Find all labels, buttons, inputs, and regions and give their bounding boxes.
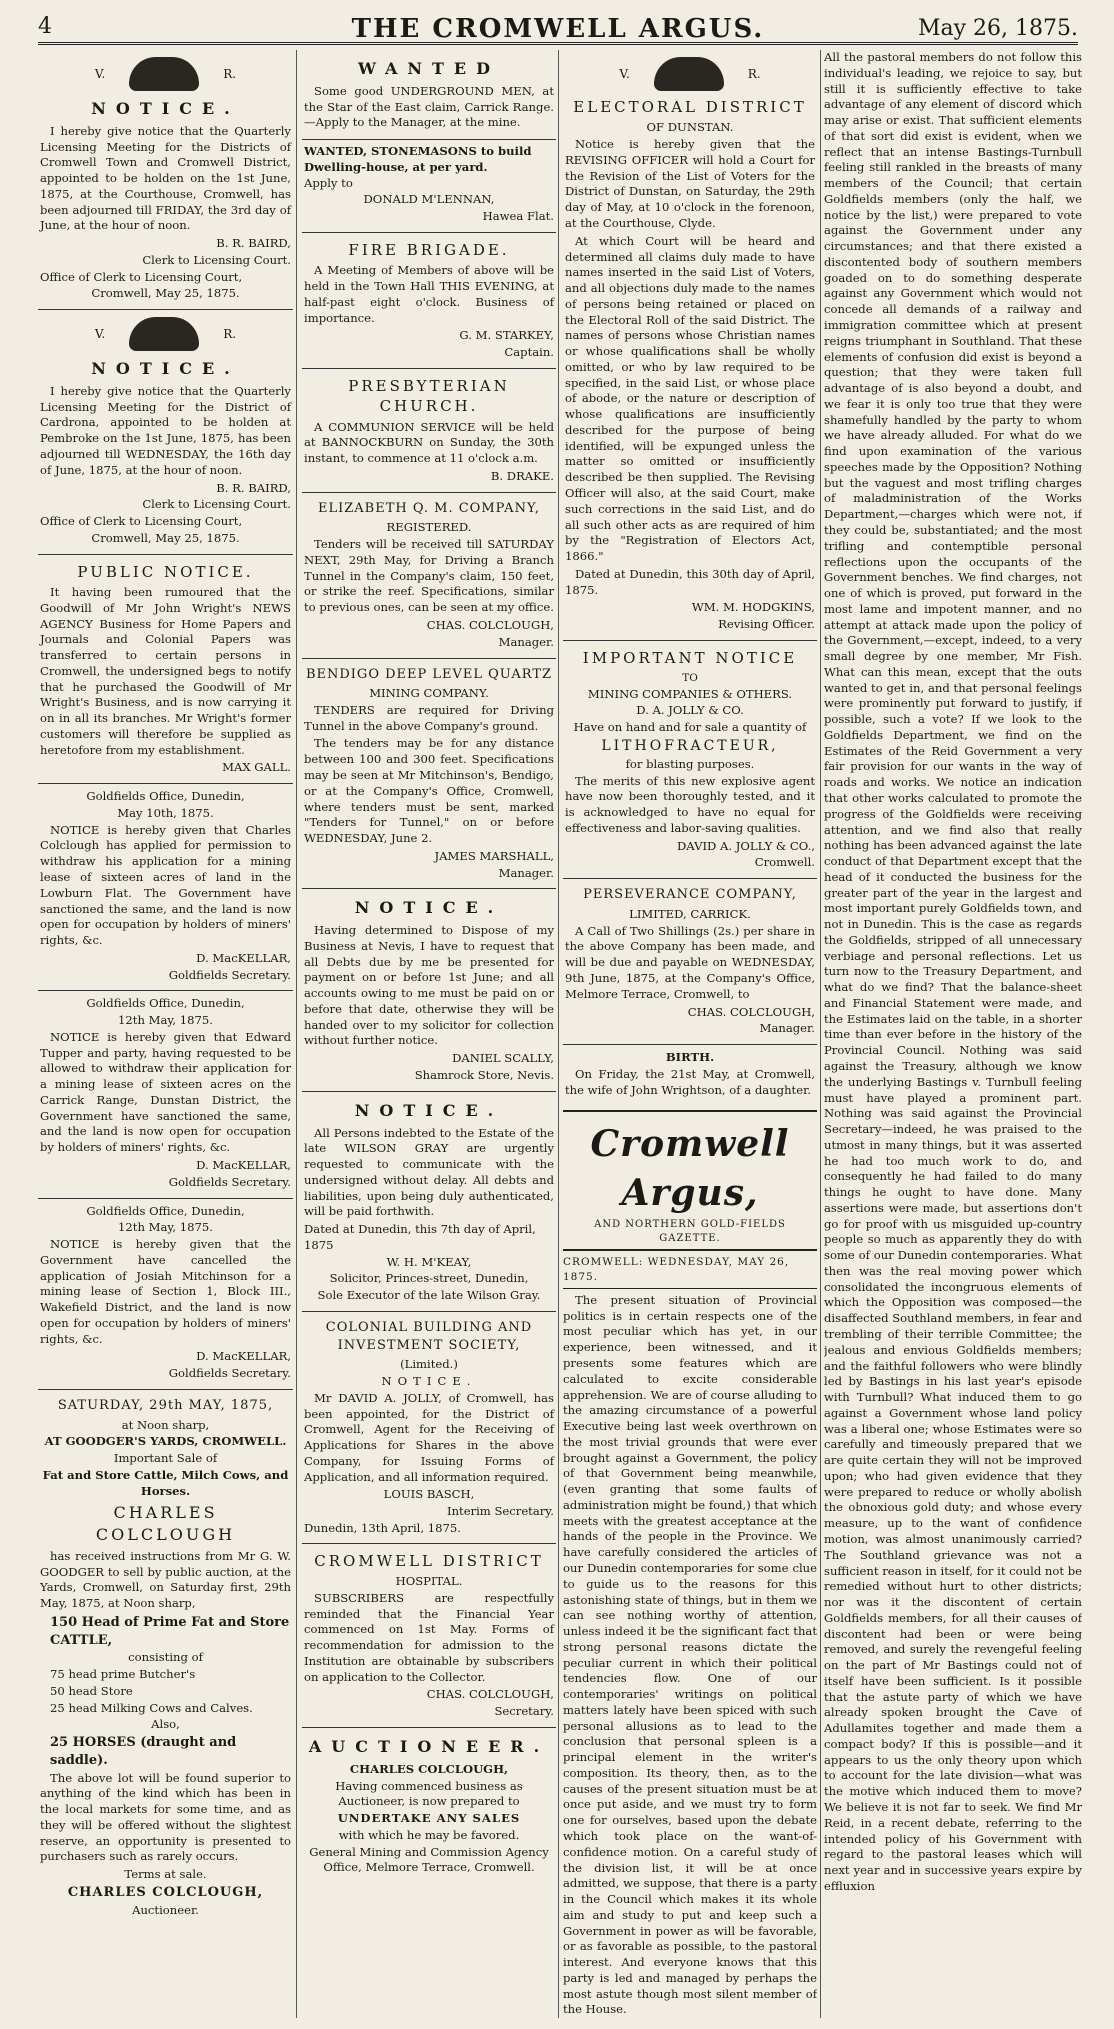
ad-body: The merits of this new explosive agent have now been thoroughly tested, and it is acknowledged to have no equal for effectiveness and labor-saving qualities. bbox=[565, 773, 815, 835]
office: Office of Clerk to Licensing Court, bbox=[40, 269, 243, 284]
auctioneer-ad bbox=[302, 1728, 556, 1883]
editorial-continued bbox=[824, 50, 1082, 1895]
editorial-banner bbox=[563, 1110, 817, 1251]
signer-title: Revising Officer. bbox=[718, 617, 815, 632]
ad-line: General Mining and Commission Agency Office, Melmore Terrace, Cromwell. bbox=[309, 1844, 549, 1875]
ad-heading: PUBLIC NOTICE. bbox=[77, 562, 254, 581]
gray-estate-notice bbox=[302, 1092, 556, 1312]
auctioneer-heading: CHARLES COLCLOUGH bbox=[95, 1503, 236, 1545]
lot-1b: 50 head Store bbox=[50, 1683, 133, 1698]
perseverance-ad bbox=[563, 879, 817, 1045]
hospital-ad bbox=[302, 1544, 556, 1728]
elizabeth-company-ad bbox=[302, 493, 556, 659]
ad-subheading: HOSPITAL. bbox=[395, 1574, 463, 1589]
column-1 bbox=[38, 50, 293, 2018]
editorial-dateline: CROMWELL: WEDNESDAY, MAY 26, 1875. bbox=[563, 1251, 817, 1289]
ad-heading: WANTED bbox=[358, 59, 500, 78]
also: Also, bbox=[151, 1717, 180, 1732]
signer-title: Clerk to Licensing Court. bbox=[142, 497, 291, 512]
newspaper-title: THE CROMWELL ARGUS. bbox=[351, 14, 765, 44]
ad-body: Mr DAVID A. JOLLY, of Cromwell, has been appointed, for the District of Cromwell, Agent for the Receiving of Applications for Shares in the above Company, for Issuing Forms of Application, and all information required. bbox=[304, 1390, 554, 1484]
signer: B. R. BAIRD, bbox=[216, 236, 291, 251]
ad-body: A Meeting of Members of above will be held in the Town Hall THIS EVENING, at half-past eight o'clock. Business of importance. bbox=[304, 263, 554, 325]
presbyterian-ad bbox=[302, 369, 556, 493]
ad-body: It having been rumoured that the Goodwill of Mr John Wright's NEWS AGENCY Business for Home Papers and Journals and Colonial Papers was transferred to certain persons in Cromwell, the undersigned begs to notify that he purchased the Goodwill of Mr Wright's Business, and is now carrying it on in all its branches. Mr Wright's former customers will therefore be supplied as heretofore from my establishment. bbox=[40, 584, 291, 757]
ad-line: Have on hand and for sale a quantity of bbox=[573, 720, 807, 735]
scally-notice bbox=[302, 889, 556, 1091]
notice-heading: NOTICE. bbox=[91, 359, 240, 379]
signer-title: Goldfields Secretary. bbox=[168, 1174, 291, 1189]
signer-title: Interim Secretary. bbox=[446, 1504, 554, 1519]
ad-body: At which Court will be heard and determined all claims duly made to have names inserted in the said List of Voters, and all objections duly made to the names of persons being retained or placed on the Electoral Roll of the said District. The names of persons whose Christian names or whose qualifications shall be wholly omitted, or who by law required to be specified, in the said List, or whose place of abode, or the nature or description of whose qualifications are insufficiently described for the purpose of being identified, will be expunged unless the matter so omitted or insufficiently described be then supplied. The Revising Officer will also, at the said Court, make such corrections in the said List, and do all such other acts as are required of him by the "Registration of Electors Act, 1866." bbox=[565, 233, 815, 564]
signer: DANIEL SCALLY, bbox=[452, 1051, 554, 1066]
goldfields-notice-3 bbox=[38, 1199, 293, 1390]
signer: DAVID A. JOLLY & CO., bbox=[677, 838, 815, 853]
royal-crest bbox=[40, 54, 291, 94]
stonemasons-ad bbox=[302, 140, 556, 233]
ad-heading: COLONIAL BUILDING AND INVESTMENT SOCIETY, bbox=[325, 1319, 533, 1353]
auctioneer-name: CHARLES COLCLOUGH, bbox=[349, 1761, 509, 1776]
date: May 10th, 1875. bbox=[117, 805, 214, 820]
crest-r: R. bbox=[223, 327, 237, 342]
page-number: 4 bbox=[38, 14, 52, 39]
date: 12th May, 1875. bbox=[118, 1220, 213, 1235]
crest-v: V. bbox=[94, 327, 106, 342]
dated: Dated at Dunedin, this 30th day of April, 1875. bbox=[565, 566, 815, 597]
ad-body: The tenders may be for any distance between 100 and 300 feet. Specifications may be seen at Mr Mitchinson's, Bendigo, or at the Company's Office, Cromwell, where tenders must be sent, marked "Tenders for Tunnel," on or before WEDNESDAY, June 2. bbox=[304, 736, 554, 846]
wanted-ad bbox=[302, 50, 556, 140]
apply: Apply to bbox=[304, 175, 353, 190]
licensing-notice-cardrona bbox=[38, 310, 293, 554]
ad-heading: NOTICE. bbox=[354, 1100, 504, 1120]
to: TO bbox=[682, 672, 698, 685]
sale-place: AT GOODGER'S YARDS, CROMWELL. bbox=[44, 1434, 287, 1449]
signer: G. M. STARKEY, bbox=[459, 328, 554, 343]
ad-heading: PRESBYTERIAN CHURCH. bbox=[348, 376, 510, 416]
coat-of-arms-icon bbox=[129, 317, 199, 351]
sale-what: Fat and Store Cattle, Milch Cows, and Horses. bbox=[42, 1467, 289, 1498]
column-4 bbox=[824, 50, 1082, 2018]
lot-1a: 75 head prime Butcher's bbox=[50, 1667, 196, 1682]
sale-intro: Important Sale of bbox=[113, 1451, 218, 1466]
place: Hawea Flat. bbox=[482, 209, 554, 224]
ad-body: A Call of Two Shillings (2s.) per share in the above Company has been made, and will be due and payable on WEDNESDAY, 9th June, 1875, at the Company's Office, Melmore Terrace, Cromwell, to bbox=[565, 923, 815, 1001]
coat-of-arms-icon bbox=[129, 57, 199, 91]
notice-body: I hereby give notice that the Quarterly Licensing Meeting for the District of Cardrona, appointed to be holden at Pembroke on the 1st June, 1875, has been adjourned till WEDNESDAY, the 16th day of June, 1875, at the hour of noon. bbox=[40, 383, 291, 477]
ad-body: Having determined to Dispose of my Business at Nevis, I have to request that all Debts due by me be presented for payment on or before 1st June; and all accounts owing to me must be paid on or before that date, otherwise they will be handed over to my solicitor for collection without further notice. bbox=[304, 923, 554, 1048]
signer-title-2: Sole Executor of the late Wilson Gray. bbox=[317, 1288, 541, 1303]
royal-crest bbox=[40, 314, 291, 354]
lithofracteur-ad bbox=[563, 641, 817, 879]
fire-brigade-ad bbox=[302, 233, 556, 369]
ad-subheading: MINING COMPANY. bbox=[369, 686, 489, 701]
place-date: Cromwell, May 25, 1875. bbox=[91, 286, 240, 301]
place-date: Cromwell, May 25, 1875. bbox=[91, 530, 240, 545]
company: D. A. JOLLY & CO. bbox=[636, 703, 744, 718]
licensing-notice-cromwell bbox=[38, 50, 293, 310]
lot-2-text: 25 HORSES (draught and saddle). bbox=[50, 1735, 237, 1768]
goldfields-notice-1 bbox=[38, 784, 293, 991]
issue-date: May 26, 1875. bbox=[917, 16, 1078, 41]
masthead bbox=[38, 8, 1078, 45]
ad-body: Tenders will be received till SATURDAY NEXT, 29th May, for Driving a Branch Tunnel in the Company's claim, 150 feet, or strike the reef. Specifications, similar to previous ones, can be seen at my office. bbox=[304, 537, 554, 615]
signer: JAMES MARSHALL, bbox=[434, 848, 554, 863]
royal-crest bbox=[565, 54, 815, 94]
notice-body: I hereby give notice that the Quarterly Licensing Meeting for the Districts of Cromwell Town and Cromwell District, appointed to be holden on the 1st June, 1875, at the Courthouse, Cromwell, has been adjourned till FRIDAY, the 3rd day of June, at the hour of noon. bbox=[40, 123, 291, 233]
ad-heading: FIRE BRIGADE. bbox=[348, 240, 510, 259]
signer: CHARLES COLCLOUGH, bbox=[67, 1884, 264, 1900]
ad-body: Some good UNDERGROUND MEN, at the Star of the East claim, Carrick Range.—Apply to the Manager, at the mine. bbox=[304, 83, 554, 130]
editorial-body: All the pastoral members do not follow this individual's leading, we rejoice to say, but still it is sufficiently effective to take advantage of any element of discord which may arise or exist. That sufficient elements of that sort did exist is evident, when we reflect that an intense Bastings-Turnbull feeling still rankled in the breasts of many members of the Council; that certain Goldfields members (only the half, we notice by the list,) were prepared to vote against the Government under any circumstances; and that there existed a discontented body of southern members goaded on to do something desperate against any Government which would not concede all demands of a railway and immigration committee which at present reigns triumphant in Southland. That these elements of confusion did exist is beyond a question; that they were taken full advantage of is also beyond a doubt, and we fear it is only too true that they were shamefully handled by the party to whom we have already alluded. For what do we find upon examination of the various speeches made by the Opposition? Nothing but the vaguest and most trifling charges of maladministration of the Works Department,—charges which were not, if they could be, substantiated; and the most trifling and contemptible personal reflections upon the occupants of the Government benches. We find charges, not one of which is proved, put forward in the most lame and impotent manner, and no attempt at attack made upon the policy of the Government,—except, indeed, to a very small degree by one member, Mr Fish. What can this mean, except that the outs wanted to get in, and that personal feelings were prominently put forward to justify, if possible, such a vote? If we look to the Goldfields Department, we find on the Estimates of the Reid Government a very fair provision for our wants in the way of roads and works. We notice an indication that other works calculated to promote the progress of the Goldfields were receiving attention, and we find also that really nothing has been advanced against the late conduct of that Department except that the head of it conducted the business for the greater part of the year in the largest and most important purely Goldfields town, and not in Dunedin. This is the case as regards the Goldfields, stripped of all unnecessary verbiage and personal reflections. Let us turn now to the Treasury Department, and what do we find? That the balance-sheet and Financial Statement were made, and the Estimates laid on the table, in a shorter time than ever before in the history of the Provincial Council. Nothing was said against the Treasury, although we know the underlying Bastings v. Turnbull feeling must have played a prominent part. Nothing was said against the Provincial Secretary—indeed, he was praised to the utmost in many things, but it was asserted he had too much work to do, and consequently he had failed to do many things he ought to have done. Many assertions were made, but assertions don't go for proof with us misguided up-country people so much as apparently they do with some of our Dunedin contemporaries. What then was the real moving power which consolidated the incongruous elements of which the Opposition was composed—the disaffected Southland members, in fear and trembling of their terrible Committee; the jealous and envious Goldfields members; and the faithful followers who were blindly led by Bastings in his last year's episode with Turnbull? What induced them to go against a Government whose land policy was a liberal one; whose Estimates were so carefully and timeously prepared that we are quite certain they will not be improved upon; who had given evidence that they were prepared to reduce or wholly abolish the obnoxious gold duty; and whose every measure, up to the want of confidence motion, was almost unanimously carried? The Southland grievance was not a sufficient reason in itself, for it could not be remedied without hurt to other districts; nor was it the discontent of certain Goldfields members, for all their causes of discontent had been or were being removed, and surely the revengeful feeling on the part of Mr Bastings could not of itself have been sufficient. Is it possible that the astute party of which we have already spoken brought the Cave of Adullamites together and made them a compact body? If this is possible—and it appears to us the only theory upon which to account for the late division—what was the motive which induced them to move? We believe it is not far to seek. We find Mr Reid, in a recent debate, referring to the intended policy of his Government with regard to the pastoral leases which will next year and in successive years expire by effluxion bbox=[824, 50, 1082, 1893]
ad-heading: NOTICE. bbox=[354, 898, 504, 918]
sale-date: SATURDAY, 29th MAY, 1875, bbox=[57, 1397, 274, 1413]
ad-subheading: REGISTERED. bbox=[386, 520, 472, 535]
ad-heading: WANTED, STONEMASONS to build Dwelling-house, at per yard. bbox=[304, 144, 532, 174]
ad-body: Notice is hereby given that the REVISING OFFICER will hold a Court for the Revision of the List of Voters for the District of Dunstan, on Saturday, the 29th day of May, at 10 o'clock in the forenoon, at the Courthouse, Clyde. bbox=[565, 137, 815, 230]
signer: MAX GALL. bbox=[222, 760, 291, 775]
crest-r: R. bbox=[747, 66, 761, 81]
terms: Terms at sale. bbox=[124, 1867, 207, 1882]
banner-tagline: AND NORTHERN GOLD-FIELDS GAZETTE. bbox=[594, 1219, 786, 1244]
date: Dunedin, 13th April, 1875. bbox=[304, 1520, 461, 1535]
banner-title: Cromwell Argus, bbox=[590, 1123, 790, 1215]
lot-1c: 25 head Milking Cows and Calves. bbox=[50, 1700, 253, 1715]
coat-of-arms-icon bbox=[654, 57, 724, 91]
consisting: consisting of bbox=[128, 1650, 203, 1665]
signer: D. MacKELLAR, bbox=[196, 1349, 291, 1364]
ad-body: NOTICE is hereby given that Edward Tupper and party, having requested to be allowed to withdraw their application for a mining lease of sixteen acres on the Carrick Range, Dunstan District, the Government have sanctioned the same, and the land is now open for occupation by holders of miners' rights, &c. bbox=[40, 1029, 291, 1155]
signer-title: Goldfields Secretary. bbox=[168, 1366, 291, 1381]
bendigo-company-ad bbox=[302, 659, 556, 890]
signer: LOUIS BASCH, bbox=[383, 1487, 475, 1502]
ad-body: TENDERS are required for Driving Tunnel in the above Company's ground. bbox=[304, 702, 554, 733]
birth-notice bbox=[563, 1045, 817, 1106]
signer: CHAS. COLCLOUGH, bbox=[426, 617, 554, 632]
signer: W. H. M'KEAY, bbox=[386, 1254, 472, 1269]
lot-2 bbox=[50, 1734, 291, 1769]
editorial bbox=[563, 1293, 817, 2018]
cattle-sale-ad bbox=[38, 1390, 293, 1925]
signer-title: Secretary. bbox=[494, 1704, 554, 1719]
ad-subheading: OF DUNSTAN. bbox=[646, 120, 734, 135]
office: Goldfields Office, Dunedin, bbox=[86, 1203, 245, 1218]
office: Office of Clerk to Licensing Court, bbox=[40, 514, 243, 529]
dated: Dated at Dunedin, this 7th day of April, 1875 bbox=[304, 1222, 536, 1252]
signer-title: Manager. bbox=[759, 1021, 815, 1036]
signer-title: Cromwell. bbox=[754, 855, 815, 870]
signer-title: Solicitor, Princes-street, Dunedin, bbox=[329, 1271, 529, 1286]
lot-1 bbox=[50, 1614, 291, 1649]
goldfields-notice-2 bbox=[38, 991, 293, 1198]
ad-heading: AUCTIONEER. bbox=[308, 1736, 550, 1756]
signer-title: Shamrock Store, Nevis. bbox=[414, 1068, 554, 1082]
signer: CHAS. COLCLOUGH, bbox=[426, 1687, 554, 1702]
signer-title: Clerk to Licensing Court. bbox=[142, 252, 291, 267]
date: 12th May, 1875. bbox=[118, 1013, 213, 1028]
ad-heading: PERSEVERANCE COMPANY, bbox=[583, 887, 797, 903]
ad-heading: ELIZABETH Q. M. COMPANY, bbox=[318, 500, 540, 516]
signer: D. MacKELLAR, bbox=[196, 1158, 291, 1172]
ad-heading: BENDIGO DEEP LEVEL QUARTZ bbox=[305, 666, 553, 682]
signer: DONALD M'LENNAN, bbox=[363, 192, 495, 207]
signer-title: Manager. bbox=[498, 634, 554, 649]
lot-1-text: 150 Head of Prime Fat and Store CATTLE, bbox=[50, 1615, 290, 1648]
public-notice bbox=[38, 555, 293, 785]
sale-time: at Noon sharp, bbox=[121, 1417, 210, 1432]
crest-r: R. bbox=[223, 66, 237, 81]
signer-title: Captain. bbox=[504, 345, 554, 360]
notice-label: NOTICE. bbox=[381, 1374, 477, 1389]
ad-body: SUBSCRIBERS are respectfully reminded that the Financial Year commenced on 1st May. Forms of recommendation for admission to the Institution are obtainable by subscribers on application to the Collector. bbox=[304, 1590, 554, 1684]
electoral-notice bbox=[563, 50, 817, 641]
sale-closing: The above lot will be found superior to anything of the kind which has been in the local markets for some time, and as they will be offered without the slightest reserve, an opportunity is presented to purchasers such as rarely occurs. bbox=[40, 1770, 291, 1864]
column-rule bbox=[820, 50, 821, 2018]
column-rule bbox=[296, 50, 297, 2018]
ad-body: A COMMUNION SERVICE will be held at BANNOCKBURN on Sunday, the 30th instant, to commence at 11 o'clock a.m. bbox=[304, 419, 554, 466]
signer: B. DRAKE. bbox=[490, 468, 554, 483]
colonial-building-ad bbox=[302, 1312, 556, 1544]
signer: B. R. BAIRD, bbox=[216, 480, 291, 495]
column-3 bbox=[563, 50, 817, 2018]
ad-line: Having commenced business as Auctioneer, is now prepared to bbox=[335, 1778, 523, 1809]
signer: WM. M. HODGKINS, bbox=[691, 600, 815, 615]
ad-body: NOTICE is hereby given that the Government have cancelled the application of Josiah Mitchinson for a mining lease of Section 1, Block III., Wakefield District, and the land is now open for occupation by holders of miners' rights, &c. bbox=[40, 1237, 291, 1346]
ad-heading: BIRTH. bbox=[665, 1050, 715, 1065]
ad-line: with which he may be favored. bbox=[338, 1827, 520, 1842]
office: Goldfields Office, Dunedin, bbox=[86, 789, 245, 804]
column-2 bbox=[302, 50, 556, 2018]
crest-v: V. bbox=[94, 66, 106, 81]
ad-heading: IMPORTANT NOTICE bbox=[582, 648, 798, 667]
ad-heading: CROMWELL DISTRICT bbox=[314, 1551, 544, 1570]
editorial-body: The present situation of Provincial politics is in certain respects one of the most peculiar which has yet, in our experience, been witnessed, and it presents some features which are calculated to excite considerable apprehension. We are of course alluding to the amazing circumstance of a powerful Executive being last week overthrown on the most trivial grounds that were ever brought against a Government, the policy of that Government being meanwhile, (even granting that some faults of administration might be found,) that which meets with the greatest acceptance at the hands of the people in the Province. We have carefully considered the articles of our Dunedin contemporaries for some clue to guide us to the reasons for this astonishing state of things, but in them we can see nothing worthy of attention, unless indeed it be the significant fact that strong personal reasons dictate the peculiar current in which their political tendencies flow. One of our contemporaries' writings on political matters lately have been spiced with such personal allusions as to lead to the conclusion that personal spleen is a principal element in the writer's composition. Its theory, then, as to the causes of the present situation must be at once put aside, and we must try to form one for ourselves, based upon the debate which took place on the want-of-confidence motion. On a careful study of the division list, it will be at once admitted, we suppose, that there is a party in the Council which makes it its whole aim and study to put and keep such a Government in power as will be favorable, or as favorable as possible, to the pastoral interest. And everyone knows that this party is led and managed by perhaps the most astute though most silent member of the House. bbox=[563, 1292, 817, 2017]
audience: MINING COMPANIES & OTHERS. bbox=[587, 686, 793, 701]
ad-body: All Persons indebted to the Estate of the late WILSON GRAY are urgently requested to communicate with the undersigned without delay. All debts and liabilities, upon being duly authenticated, will be paid forthwith. bbox=[304, 1125, 554, 1219]
ad-body: On Friday, the 21st May, at Cromwell, the wife of John Wrightson, of a daughter. bbox=[565, 1066, 815, 1097]
purpose: for blasting purposes. bbox=[625, 756, 755, 771]
sale-body: has received instructions from Mr G. W. GOODGER to sell by public auction, at the Yards, Cromwell, on Saturday first, 29th May, 1875, at Noon sharp, bbox=[40, 1548, 291, 1611]
signer: CHAS. COLCLOUGH, bbox=[687, 1004, 815, 1019]
ad-heading: ELECTORAL DISTRICT bbox=[573, 98, 807, 116]
ad-body: NOTICE is hereby given that Charles Colclough has applied for permission to withdraw his application for a mining lease of sixteen acres of land in the Lowburn Flat. The Government have sanctioned the same, and the land is now open for occupation by holders of miners' rights, &c. bbox=[40, 822, 291, 948]
column-rule bbox=[558, 50, 559, 2018]
signer-title: Goldfields Secretary. bbox=[168, 967, 291, 982]
product: LITHOFRACTEUR, bbox=[601, 737, 779, 754]
office: Goldfields Office, Dunedin, bbox=[86, 996, 245, 1011]
ad-subheading: LIMITED, CARRICK. bbox=[629, 906, 751, 921]
limited: (Limited.) bbox=[400, 1357, 458, 1372]
ad-line: UNDERTAKE ANY SALES bbox=[337, 1811, 521, 1826]
signer-title: Manager. bbox=[498, 865, 554, 880]
crest-v: V. bbox=[619, 66, 630, 81]
signer: D. MacKELLAR, bbox=[196, 950, 291, 965]
notice-heading: NOTICE. bbox=[91, 99, 240, 118]
signer-title: Auctioneer. bbox=[132, 1902, 199, 1917]
